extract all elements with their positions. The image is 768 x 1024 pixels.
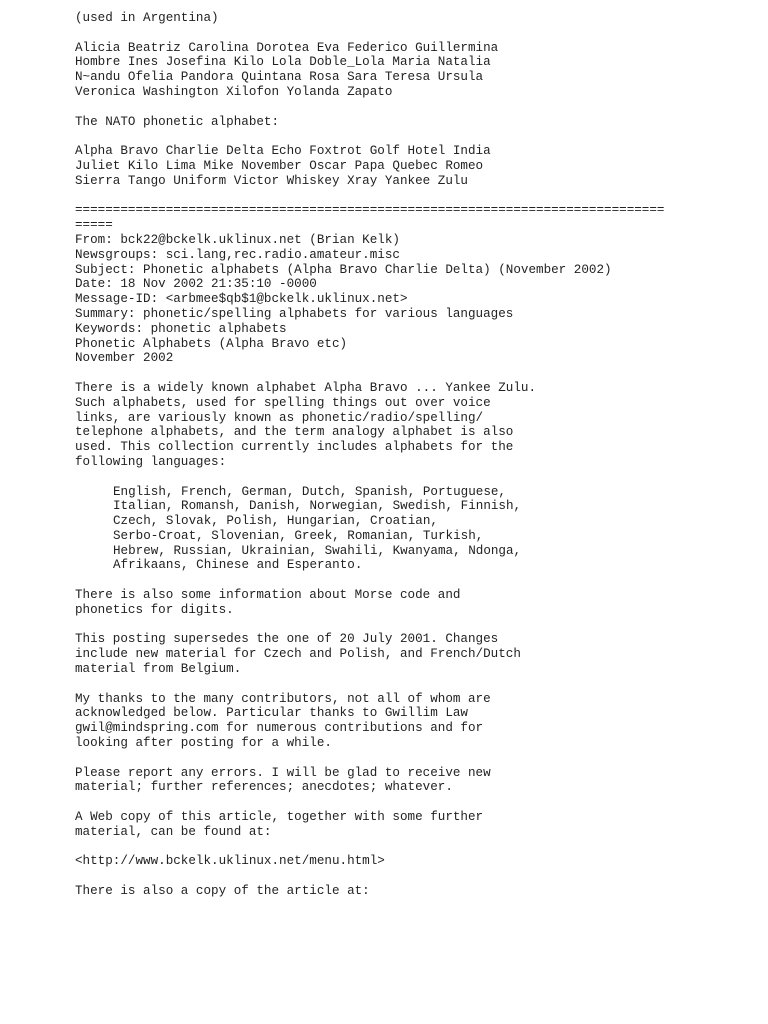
thanks-line: acknowledged below. Particular thanks to Gwillim Law: [75, 706, 468, 721]
nato-heading: The NATO phonetic alphabet:: [75, 114, 280, 129]
supersedes-line: material from Belgium.: [75, 662, 242, 677]
header-message-id: Message-ID: <arbmee$qb$1@bckelk.uklinux.net>: [75, 292, 408, 307]
errors-line: material; further references; anecdotes; whatever.: [75, 780, 453, 795]
thanks-line: looking after posting for a while.: [75, 736, 332, 751]
argentina-note: (used in Argentina): [75, 11, 219, 25]
spacer: [75, 795, 755, 810]
spacer: [75, 100, 755, 115]
article-month: November 2002: [75, 351, 174, 366]
intro-line: used. This collection currently includes alphabets for the: [75, 440, 514, 455]
language-line: Italian, Romansh, Danish, Norwegian, Swedish, Finnish,: [113, 499, 522, 514]
separator-line: =====: [75, 218, 113, 233]
nato-line: Alpha Bravo Charlie Delta Echo Foxtrot Golf Hotel India: [75, 144, 491, 159]
intro-line: links, are variously known as phonetic/radio/spelling/: [75, 410, 484, 425]
spanish-names-line: Hombre Ines Josefina Kilo Lola Doble_Lola Maria Natalia: [75, 55, 491, 70]
language-line: Serbo-Croat, Slovenian, Greek, Romanian, Turkish,: [113, 528, 484, 543]
intro-line: Such alphabets, used for spelling things out over voice: [75, 395, 491, 410]
header-keywords: Keywords: phonetic alphabets: [75, 321, 287, 336]
spanish-names-line: Alicia Beatriz Carolina Dorotea Eva Federico Guillermina: [75, 40, 499, 55]
web-copy-line: A Web copy of this article, together with some further: [75, 810, 484, 825]
header-newsgroups: Newsgroups: sci.lang,rec.radio.amateur.misc: [75, 247, 400, 262]
spacer: [75, 677, 755, 692]
language-line: English, French, German, Dutch, Spanish, Portuguese,: [113, 484, 506, 499]
article-title: Phonetic Alphabets (Alpha Bravo etc): [75, 336, 348, 351]
morse-line: There is also some information about Morse code and: [75, 588, 461, 603]
supersedes-line: This posting supersedes the one of 20 July 2001. Changes: [75, 632, 499, 647]
language-line: Hebrew, Russian, Ukrainian, Swahili, Kwanyama, Ndonga,: [113, 543, 522, 558]
thanks-line: My thanks to the many contributors, not all of whom are: [75, 691, 491, 706]
web-copy-line: material, can be found at:: [75, 824, 272, 839]
spacer: [75, 573, 755, 588]
nato-line: Sierra Tango Uniform Victor Whiskey Xray Yankee Zulu: [75, 173, 468, 188]
copy-note: There is also a copy of the article at:: [75, 884, 370, 899]
spanish-names-line: N~andu Ofelia Pandora Quintana Rosa Sara Teresa Ursula: [75, 70, 484, 85]
spacer: [75, 189, 755, 204]
header-summary: Summary: phonetic/spelling alphabets for various languages: [75, 306, 514, 321]
morse-line: phonetics for digits.: [75, 602, 234, 617]
spacer: [75, 26, 755, 41]
errors-line: Please report any errors. I will be glad to receive new: [75, 765, 491, 780]
separator-line: ==============================================================================: [75, 203, 665, 218]
intro-line: following languages:: [75, 454, 227, 469]
article-text: [75, 11, 755, 899]
supersedes-line: include new material for Czech and Polish, and French/Dutch: [75, 647, 521, 662]
spacer: [75, 840, 755, 855]
language-line: Afrikaans, Chinese and Esperanto.: [113, 558, 363, 573]
spacer: [75, 366, 755, 381]
header-date: Date: 18 Nov 2002 21:35:10 -0000: [75, 277, 317, 292]
language-line: Czech, Slovak, Polish, Hungarian, Croatian,: [113, 514, 438, 529]
spacer: [75, 751, 755, 766]
thanks-line: gwil@mindspring.com for numerous contributions and for: [75, 721, 484, 736]
header-subject: Subject: Phonetic alphabets (Alpha Bravo Charlie Delta) (November 2002): [75, 262, 612, 277]
spacer: [75, 869, 755, 884]
spacer: [75, 470, 755, 485]
intro-line: There is a widely known alphabet Alpha Bravo ... Yankee Zulu.: [75, 380, 537, 395]
header-from: From: bck22@bckelk.uklinux.net (Brian Kelk): [75, 232, 400, 247]
intro-line: telephone alphabets, and the term analogy alphabet is also: [75, 425, 514, 440]
spanish-names-line: Veronica Washington Xilofon Yolanda Zapato: [75, 84, 393, 99]
spacer: [75, 129, 755, 144]
nato-line: Juliet Kilo Lima Mike November Oscar Papa Quebec Romeo: [75, 158, 484, 173]
web-url-link[interactable]: <http://www.bckelk.uklinux.net/menu.html>: [75, 854, 385, 869]
spacer: [75, 618, 755, 633]
